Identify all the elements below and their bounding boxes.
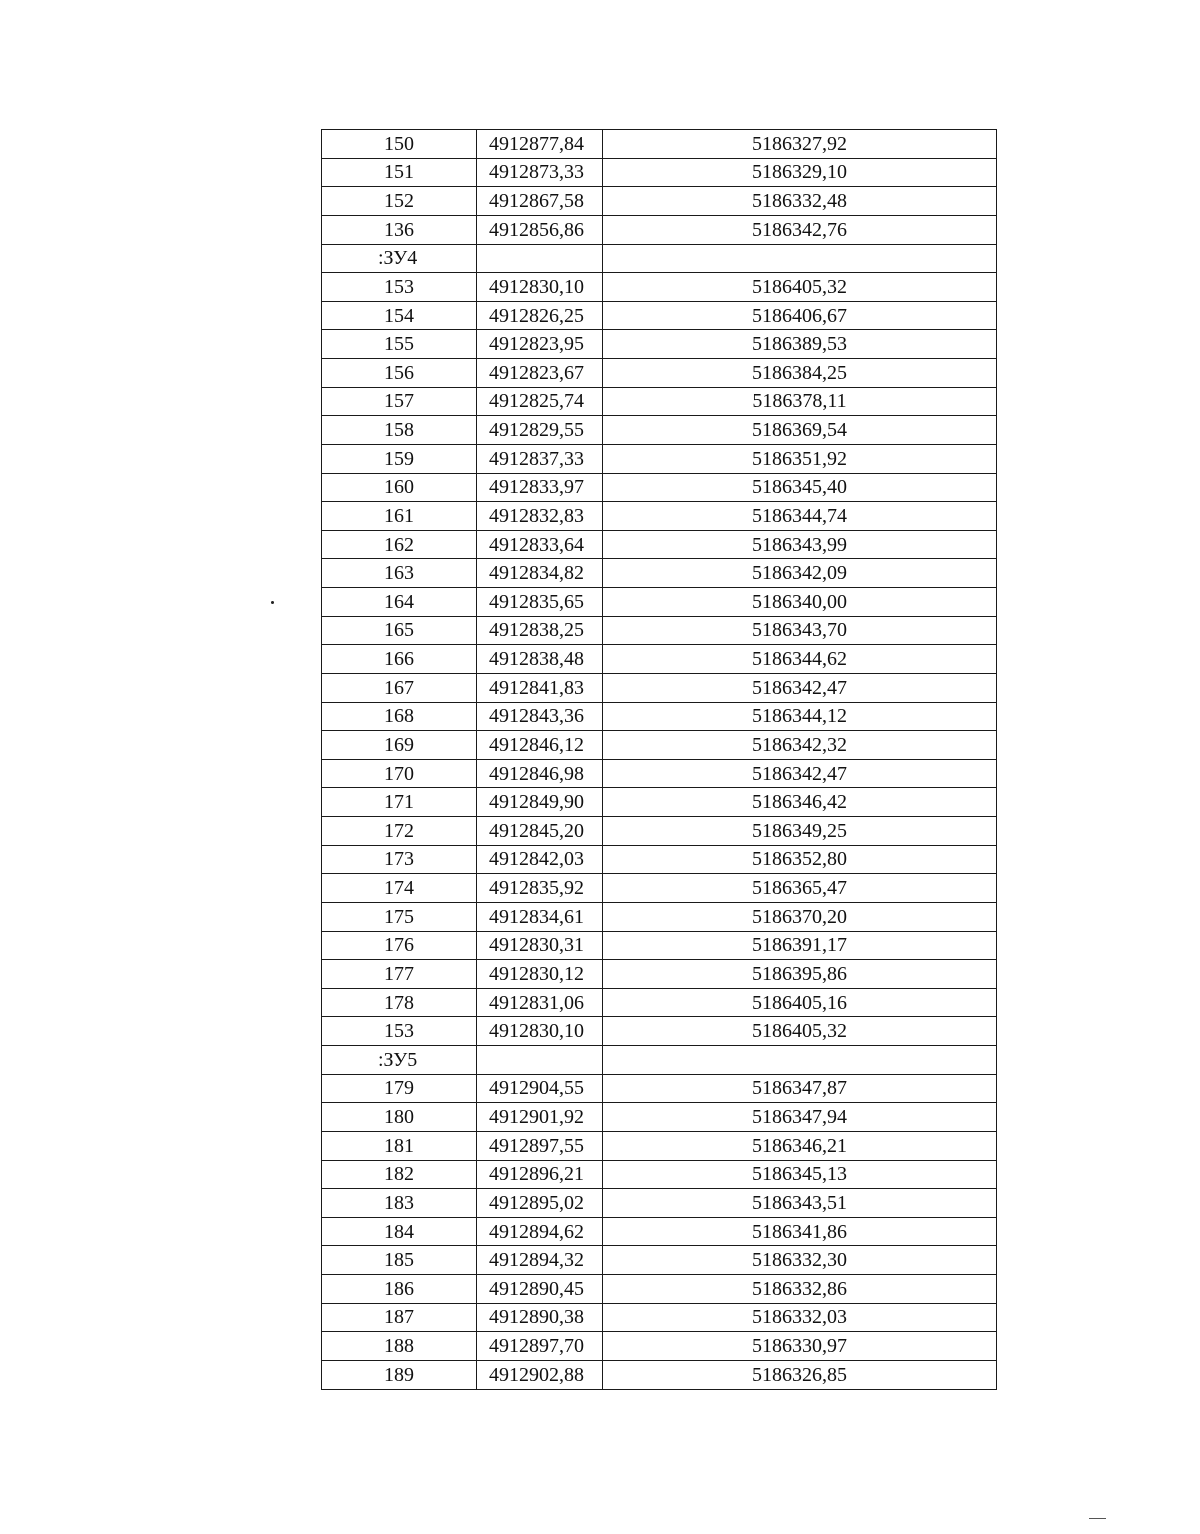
point-number-cell: 153 <box>322 273 477 302</box>
y-coordinate-cell: 5186405,32 <box>603 273 997 302</box>
table-row <box>322 330 997 359</box>
point-number-cell: 178 <box>322 988 477 1017</box>
y-coordinate-cell: 5186343,99 <box>603 530 997 559</box>
point-number-cell: 182 <box>322 1160 477 1189</box>
x-coordinate-cell: 4912842,03 <box>477 845 603 874</box>
y-coordinate-cell: 5186326,85 <box>603 1360 997 1389</box>
y-coordinate-cell: 5186406,67 <box>603 301 997 330</box>
y-coordinate-cell: 5186389,53 <box>603 330 997 359</box>
scan-dash-mark <box>1089 1518 1106 1519</box>
point-number-cell: 167 <box>322 673 477 702</box>
x-coordinate-cell: 4912833,97 <box>477 473 603 502</box>
y-coordinate-cell: 5186405,32 <box>603 1017 997 1046</box>
x-coordinate-cell: 4912897,55 <box>477 1131 603 1160</box>
point-number-cell: 157 <box>322 387 477 416</box>
y-coordinate-cell: 5186340,00 <box>603 588 997 617</box>
table-row <box>322 1103 997 1132</box>
x-coordinate-cell: 4912830,10 <box>477 273 603 302</box>
x-coordinate-cell: 4912831,06 <box>477 988 603 1017</box>
point-number-cell: 171 <box>322 788 477 817</box>
y-coordinate-cell: 5186327,92 <box>603 130 997 159</box>
table-row <box>322 1217 997 1246</box>
x-coordinate-cell: 4912890,45 <box>477 1275 603 1304</box>
point-number-cell: 188 <box>322 1332 477 1361</box>
y-coordinate-cell: 5186347,94 <box>603 1103 997 1132</box>
point-number-cell: 153 <box>322 1017 477 1046</box>
table-row <box>322 1074 997 1103</box>
point-number-cell: 174 <box>322 874 477 903</box>
y-coordinate-cell: 5186351,92 <box>603 444 997 473</box>
table-row <box>322 1160 997 1189</box>
table-row <box>322 902 997 931</box>
y-coordinate-cell: 5186347,87 <box>603 1074 997 1103</box>
table-row <box>322 817 997 846</box>
y-coordinate-cell: 5186370,20 <box>603 902 997 931</box>
point-number-cell: 161 <box>322 502 477 531</box>
section-header-row <box>322 244 997 273</box>
point-number-cell: 180 <box>322 1103 477 1132</box>
x-coordinate-cell: 4912838,48 <box>477 645 603 674</box>
y-coordinate-cell: 5186391,17 <box>603 931 997 960</box>
x-coordinate-cell: 4912856,86 <box>477 215 603 244</box>
table-row <box>322 387 997 416</box>
x-coordinate-cell: 4912849,90 <box>477 788 603 817</box>
y-coordinate-cell: 5186332,48 <box>603 187 997 216</box>
table-row <box>322 301 997 330</box>
empty-cell <box>477 1046 603 1075</box>
x-coordinate-cell: 4912873,33 <box>477 158 603 187</box>
point-number-cell: 155 <box>322 330 477 359</box>
table-row <box>322 731 997 760</box>
table-row <box>322 645 997 674</box>
x-coordinate-cell: 4912830,12 <box>477 960 603 989</box>
y-coordinate-cell: 5186344,12 <box>603 702 997 731</box>
x-coordinate-cell: 4912834,61 <box>477 902 603 931</box>
y-coordinate-cell: 5186384,25 <box>603 359 997 388</box>
section-header-row <box>322 1046 997 1075</box>
table-row <box>322 559 997 588</box>
table-row <box>322 759 997 788</box>
point-number-cell: 175 <box>322 902 477 931</box>
point-number-cell: 168 <box>322 702 477 731</box>
table-row <box>322 960 997 989</box>
x-coordinate-cell: 4912841,83 <box>477 673 603 702</box>
point-number-cell: 159 <box>322 444 477 473</box>
point-number-cell: 162 <box>322 530 477 559</box>
empty-cell <box>603 244 997 273</box>
point-number-cell: 169 <box>322 731 477 760</box>
point-number-cell: 187 <box>322 1303 477 1332</box>
x-coordinate-cell: 4912867,58 <box>477 187 603 216</box>
point-number-cell: 173 <box>322 845 477 874</box>
table-row <box>322 673 997 702</box>
table-row <box>322 444 997 473</box>
point-number-cell: 183 <box>322 1189 477 1218</box>
y-coordinate-cell: 5186395,86 <box>603 960 997 989</box>
y-coordinate-cell: 5186342,09 <box>603 559 997 588</box>
point-number-cell: 158 <box>322 416 477 445</box>
table-row <box>322 1017 997 1046</box>
x-coordinate-cell: 4912846,12 <box>477 731 603 760</box>
table-row <box>322 988 997 1017</box>
y-coordinate-cell: 5186378,11 <box>603 387 997 416</box>
table-row <box>322 130 997 159</box>
table-row <box>322 1332 997 1361</box>
x-coordinate-cell: 4912845,20 <box>477 817 603 846</box>
point-number-cell: 151 <box>322 158 477 187</box>
x-coordinate-cell: 4912837,33 <box>477 444 603 473</box>
x-coordinate-cell: 4912823,67 <box>477 359 603 388</box>
y-coordinate-cell: 5186342,47 <box>603 759 997 788</box>
table-row <box>322 1189 997 1218</box>
x-coordinate-cell: 4912904,55 <box>477 1074 603 1103</box>
table-row <box>322 359 997 388</box>
x-coordinate-cell: 4912835,65 <box>477 588 603 617</box>
y-coordinate-cell: 5186344,62 <box>603 645 997 674</box>
table-row <box>322 273 997 302</box>
x-coordinate-cell: 4912829,55 <box>477 416 603 445</box>
point-number-cell: 150 <box>322 130 477 159</box>
y-coordinate-cell: 5186345,40 <box>603 473 997 502</box>
x-coordinate-cell: 4912825,74 <box>477 387 603 416</box>
x-coordinate-cell: 4912897,70 <box>477 1332 603 1361</box>
point-number-cell: 136 <box>322 215 477 244</box>
table-row <box>322 187 997 216</box>
y-coordinate-cell: 5186343,51 <box>603 1189 997 1218</box>
y-coordinate-cell: 5186345,13 <box>603 1160 997 1189</box>
table-row <box>322 616 997 645</box>
x-coordinate-cell: 4912896,21 <box>477 1160 603 1189</box>
point-number-cell: 163 <box>322 559 477 588</box>
x-coordinate-cell: 4912846,98 <box>477 759 603 788</box>
y-coordinate-cell: 5186346,42 <box>603 788 997 817</box>
x-coordinate-cell: 4912834,82 <box>477 559 603 588</box>
table-row <box>322 530 997 559</box>
point-number-cell: 152 <box>322 187 477 216</box>
empty-cell <box>603 1046 997 1075</box>
table-row <box>322 215 997 244</box>
x-coordinate-cell: 4912832,83 <box>477 502 603 531</box>
x-coordinate-cell: 4912901,92 <box>477 1103 603 1132</box>
y-coordinate-cell: 5186369,54 <box>603 416 997 445</box>
scan-speck <box>271 601 274 604</box>
y-coordinate-cell: 5186342,76 <box>603 215 997 244</box>
point-number-cell: 154 <box>322 301 477 330</box>
x-coordinate-cell: 4912877,84 <box>477 130 603 159</box>
y-coordinate-cell: 5186341,86 <box>603 1217 997 1246</box>
empty-cell <box>477 244 603 273</box>
point-number-cell: 185 <box>322 1246 477 1275</box>
x-coordinate-cell: 4912894,32 <box>477 1246 603 1275</box>
y-coordinate-cell: 5186330,97 <box>603 1332 997 1361</box>
y-coordinate-cell: 5186332,30 <box>603 1246 997 1275</box>
section-label: :ЗУ4 <box>322 244 477 273</box>
table-row <box>322 502 997 531</box>
table-row <box>322 845 997 874</box>
x-coordinate-cell: 4912830,10 <box>477 1017 603 1046</box>
point-number-cell: 156 <box>322 359 477 388</box>
x-coordinate-cell: 4912843,36 <box>477 702 603 731</box>
coordinates-table-body <box>322 130 997 1390</box>
y-coordinate-cell: 5186329,10 <box>603 158 997 187</box>
point-number-cell: 179 <box>322 1074 477 1103</box>
table-row <box>322 788 997 817</box>
table-row <box>322 702 997 731</box>
table-row <box>322 931 997 960</box>
point-number-cell: 166 <box>322 645 477 674</box>
x-coordinate-cell: 4912895,02 <box>477 1189 603 1218</box>
table-row <box>322 1360 997 1389</box>
table-row <box>322 588 997 617</box>
table-row <box>322 1246 997 1275</box>
x-coordinate-cell: 4912902,88 <box>477 1360 603 1389</box>
y-coordinate-cell: 5186365,47 <box>603 874 997 903</box>
x-coordinate-cell: 4912835,92 <box>477 874 603 903</box>
x-coordinate-cell: 4912833,64 <box>477 530 603 559</box>
point-number-cell: 177 <box>322 960 477 989</box>
y-coordinate-cell: 5186352,80 <box>603 845 997 874</box>
x-coordinate-cell: 4912823,95 <box>477 330 603 359</box>
table-row <box>322 1131 997 1160</box>
point-number-cell: 165 <box>322 616 477 645</box>
coordinates-table <box>321 129 997 1390</box>
x-coordinate-cell: 4912826,25 <box>477 301 603 330</box>
y-coordinate-cell: 5186344,74 <box>603 502 997 531</box>
point-number-cell: 160 <box>322 473 477 502</box>
table-row <box>322 1303 997 1332</box>
x-coordinate-cell: 4912838,25 <box>477 616 603 645</box>
y-coordinate-cell: 5186405,16 <box>603 988 997 1017</box>
y-coordinate-cell: 5186332,03 <box>603 1303 997 1332</box>
point-number-cell: 170 <box>322 759 477 788</box>
point-number-cell: 184 <box>322 1217 477 1246</box>
table-row <box>322 416 997 445</box>
y-coordinate-cell: 5186349,25 <box>603 817 997 846</box>
section-label: :ЗУ5 <box>322 1046 477 1075</box>
table-row <box>322 1275 997 1304</box>
y-coordinate-cell: 5186342,47 <box>603 673 997 702</box>
y-coordinate-cell: 5186342,32 <box>603 731 997 760</box>
table-row <box>322 473 997 502</box>
x-coordinate-cell: 4912894,62 <box>477 1217 603 1246</box>
y-coordinate-cell: 5186343,70 <box>603 616 997 645</box>
point-number-cell: 186 <box>322 1275 477 1304</box>
point-number-cell: 176 <box>322 931 477 960</box>
point-number-cell: 172 <box>322 817 477 846</box>
x-coordinate-cell: 4912890,38 <box>477 1303 603 1332</box>
point-number-cell: 181 <box>322 1131 477 1160</box>
y-coordinate-cell: 5186332,86 <box>603 1275 997 1304</box>
y-coordinate-cell: 5186346,21 <box>603 1131 997 1160</box>
x-coordinate-cell: 4912830,31 <box>477 931 603 960</box>
table-row <box>322 874 997 903</box>
table-row <box>322 158 997 187</box>
point-number-cell: 164 <box>322 588 477 617</box>
point-number-cell: 189 <box>322 1360 477 1389</box>
